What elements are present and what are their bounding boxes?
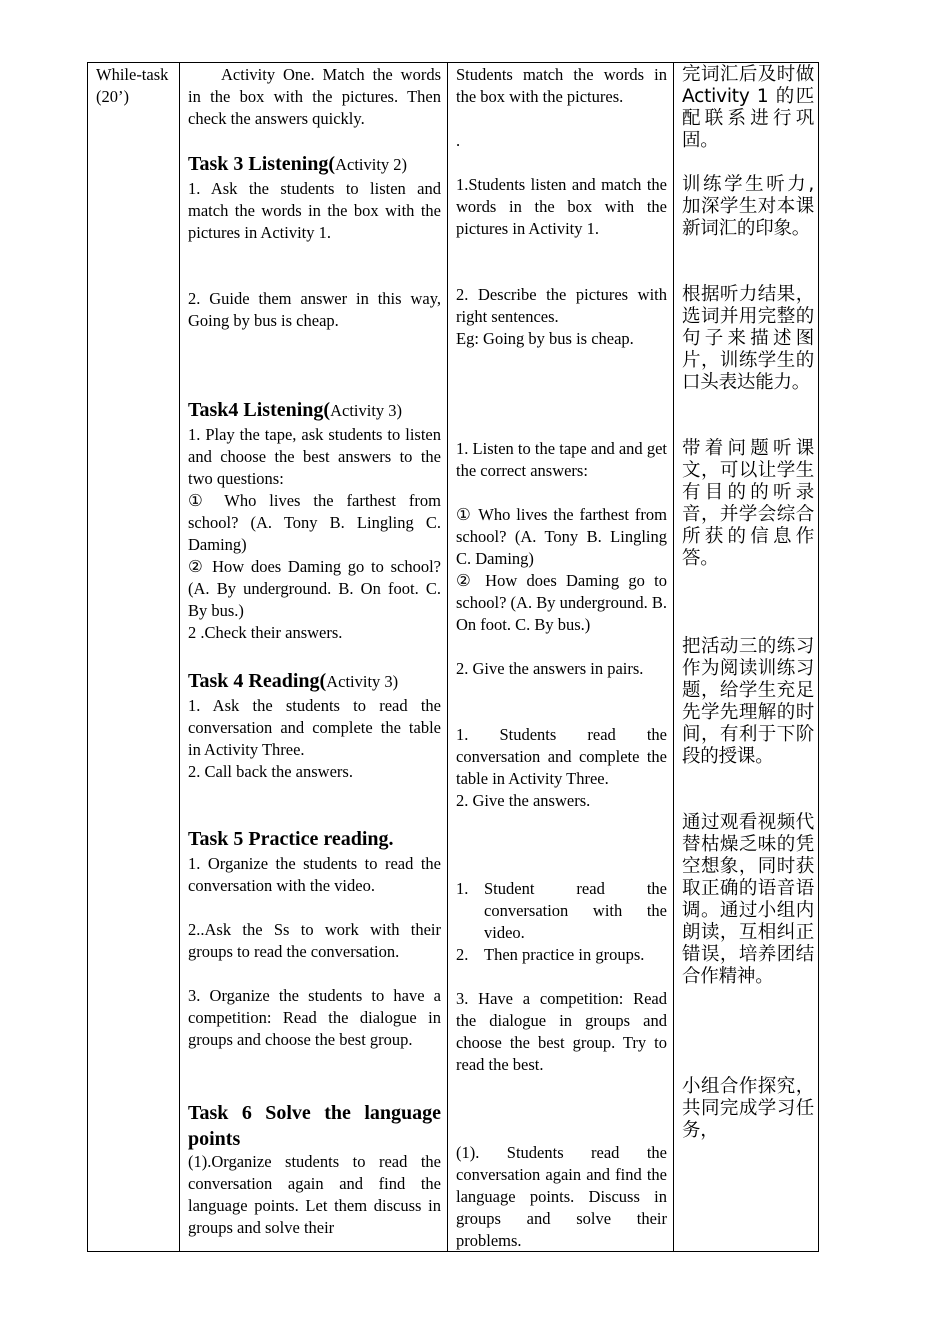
purpose-4: 带着问题听课文，可以让学生有目的的听录音，并学会综合所获的信息作答。 (682, 438, 814, 569)
students-listen-tape: 1. Listen to the tape and and get the correct answers: (456, 439, 667, 480)
students-listen-match: 1.Students listen and match the words in the box with the pictures in Activity 1. (456, 175, 667, 238)
task4-question1: ① Who lives the farthest from school? (A. Tony B. Lingling C. Daming) (188, 491, 441, 554)
stage-column (88, 63, 180, 106)
purpose-5: 把活动三的练习作为阅读训练习题，给学生充足先学先理解的时间，有利于下阶段的授课。 (682, 636, 814, 767)
students-example: Eg: Going by bus is cheap. (456, 329, 634, 348)
purpose-1: 完词汇后及时做 Activity 1 的匹配联系进行巩固。 (682, 64, 814, 151)
task3-step2: 2. Guide them answer in this way, Going by bus is cheap. (188, 289, 441, 330)
teacher-activities-column (180, 63, 448, 1253)
task4-listening-heading: Task4 Listening(Activity 3) (188, 399, 403, 421)
task5-step2: 2..Ask the Ss to work with their groups to read the conversation. (188, 920, 441, 961)
student-activities-column (448, 63, 674, 1253)
students-match-text: Students match the words in the box with the pictures. (456, 65, 667, 106)
task4-reading-heading: Task 4 Reading(Activity 3) (188, 670, 399, 692)
dot: . (456, 131, 461, 150)
purpose-7: 小组合作探究，共同完成学习任务， (682, 1076, 814, 1141)
purpose-2: 训练学生听力,加深学生对本课新词汇的印象。 (682, 174, 814, 239)
task3-step1: 1. Ask the students to listen and match the words in the box with the pictures in Activity 1. (188, 179, 441, 242)
list-item: 2. Then practice in groups. (456, 945, 645, 964)
students-describe: 2. Describe the pictures with right sentences. (456, 285, 667, 326)
students-read-complete: 1. Students read the conversation and complete the table in Activity Three. (456, 725, 667, 788)
list-item: 1. Student read the conversation with the video. (456, 879, 667, 942)
students-language-points: (1). Students read the conversation again and find the language points. Discuss in groups and solve their problems. (456, 1143, 667, 1250)
purpose-3: 根据听力结果，选词并用完整的句子来描述图片，训练学生的口头表达能力。 (682, 284, 814, 393)
task4-question2: ② How does Daming go to school? (A. By underground. B. On foot. C. By bus.) (188, 557, 441, 620)
students-answer-pairs: 2. Give the answers in pairs. (456, 659, 644, 678)
task4-step2: 2 .Check their answers. (188, 623, 343, 642)
reading-step1: 1. Ask the students to read the conversation and complete the table in Activity Three. (188, 696, 441, 759)
task3-heading: Task 3 Listening(Activity 2) (188, 153, 408, 175)
task6-heading: Task 6 Solve the language points (188, 1102, 441, 1150)
students-competition: 3. Have a competition: Read the dialogue in groups and choose the best group. Try to read the best. (456, 989, 667, 1074)
lesson-plan-table (87, 62, 819, 1252)
task5-step1: 1. Organize the students to read the conversation with the video. (188, 854, 441, 895)
purpose-6: 通过观看视频代替枯燥乏味的凭空想象，同时获取正确的语音语调。通过小组内朗读，互相纠正错误，培养团结合作精神。 (682, 812, 814, 987)
stage-label: While-task (20’) (96, 65, 169, 106)
activity-one-text: Activity One. Match the words in the box with the pictures. Then check the answers quickly. (188, 65, 441, 128)
purpose-column (674, 63, 820, 1253)
students-give-answers: 2. Give the answers. (456, 791, 591, 810)
task6-step1: (1).Organize students to read the conversation again and find the language points. Let them discuss in groups and solve their (188, 1152, 441, 1237)
task4-step1: 1. Play the tape, ask students to listen and choose the best answers to the two questions: (188, 425, 441, 488)
reading-step2: 2. Call back the answers. (188, 762, 353, 781)
students-question2: ② How does Daming go to school? (A. By underground. B. On foot. C. By bus.) (456, 571, 667, 634)
task5-heading: Task 5 Practice reading. (188, 828, 394, 850)
students-question1: ① Who lives the farthest from school? (A. Tony B. Lingling C. Daming) (456, 505, 667, 568)
task5-step3: 3. Organize the students to have a competition: Read the dialogue in groups and choose the best group. (188, 986, 441, 1049)
